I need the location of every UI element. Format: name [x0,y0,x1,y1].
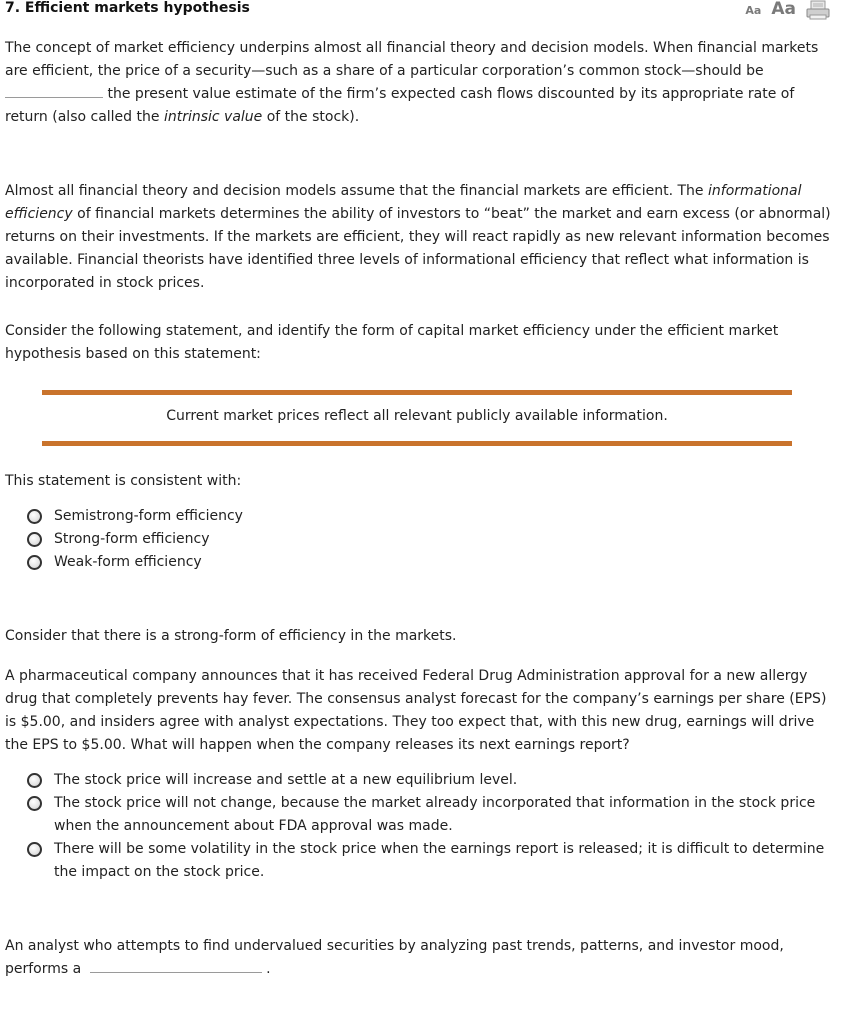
radio-button[interactable] [27,532,42,547]
q1-option-strong[interactable] [27,528,210,551]
pharma-scenario-paragraph: A pharmaceutical company announces that it has received Federal Drug Administration approval for a new allergy drug that completely prevents hay fever. The consensus analyst forecast for the company’s earnings per share (EPS) is $5.00, and insiders agree with analyst expectations. They too expect that, with this new drug, earnings will drive the EPS to $5.00. What will happen when the company releases its next earnings report? [5,668,827,753]
intrinsic-value-term: intrinsic value [163,109,263,125]
radio-button[interactable] [27,842,42,857]
q1-option-weak[interactable] [27,551,202,574]
para6-text: An analyst who attempts to find undervalued securities by analyzing past trends, patterns, and investor mood, performs a [5,938,784,977]
intro-answer-blank[interactable] [5,85,103,98]
analyst-paragraph [5,935,833,981]
q2-option-label: The stock price will increase and settle at a new equilibrium level. [54,772,518,788]
q2-option-label: The stock price will not change, because the market already incorporated that information in the stock price when the announcement about FDA approval was made. [54,795,816,834]
q2-option-increase[interactable] [27,769,827,792]
intro-text-2: the present value estimate of the firm’s expected cash flows discounted by its appropriate rate of return (also called the [5,86,795,125]
font-size-large-button[interactable]: Aa [771,0,796,19]
font-size-small-button[interactable]: Aa [745,4,762,17]
q2-option-label: There will be some volatility in the stock price when the earnings report is released; it is difficult to determine the impact on the stock price. [54,841,825,880]
radio-button[interactable] [27,509,42,524]
consider-statement-paragraph: Consider the following statement, and identify the form of capital market efficiency under the efficient market hypothesis based on this statement: [5,323,779,362]
intro-text-3: of the stock). [266,109,360,125]
radio-button[interactable] [27,773,42,788]
page-title: 7. Efficient markets hypothesis [5,0,250,16]
print-icon[interactable] [806,0,830,20]
q1-option-label: Semistrong-form efficiency [54,508,243,524]
q1-option-semistrong[interactable] [27,505,243,528]
q1-option-label: Weak-form efficiency [54,554,202,570]
q1-option-label: Strong-form efficiency [54,531,210,547]
statement-top-rule [42,390,792,395]
intro-text-1: The concept of market efficiency underpins almost all financial theory and decision models. When financial markets are efficient, the price of a security—such as a share of a particular corporation’s common stock—should be [5,40,819,79]
q2-option-no-change[interactable] [27,792,827,838]
analysis-answer-blank[interactable] [90,960,262,973]
intro-paragraph [5,37,833,129]
toolbar [745,0,830,20]
para6-end: . [266,961,271,977]
question1-prompt: This statement is consistent with: [5,473,242,489]
informational-efficiency-term: informational efficiency [5,183,802,222]
radio-button[interactable] [27,796,42,811]
efficiency-paragraph [5,180,833,295]
strong-form-paragraph: Consider that there is a strong-form of efficiency in the markets. [5,628,457,644]
para2-text-1: Almost all financial theory and decision models assume that the financial markets are efficient. The [5,183,704,199]
statement-bottom-rule [42,441,792,446]
para2-text-2: of financial markets determines the ability of investors to “beat” the market and earn excess (or abnormal) returns on their investments. If the markets are efficient, they will react rapidly as new relevant information becomes available. Financial theorists have identified three levels of informational efficiency that reflect what information is incorporated in stock prices. [5,206,831,291]
q2-option-volatility[interactable] [27,838,827,884]
radio-button[interactable] [27,555,42,570]
statement-text: Current market prices reflect all relevant publicly available information. [166,408,668,424]
